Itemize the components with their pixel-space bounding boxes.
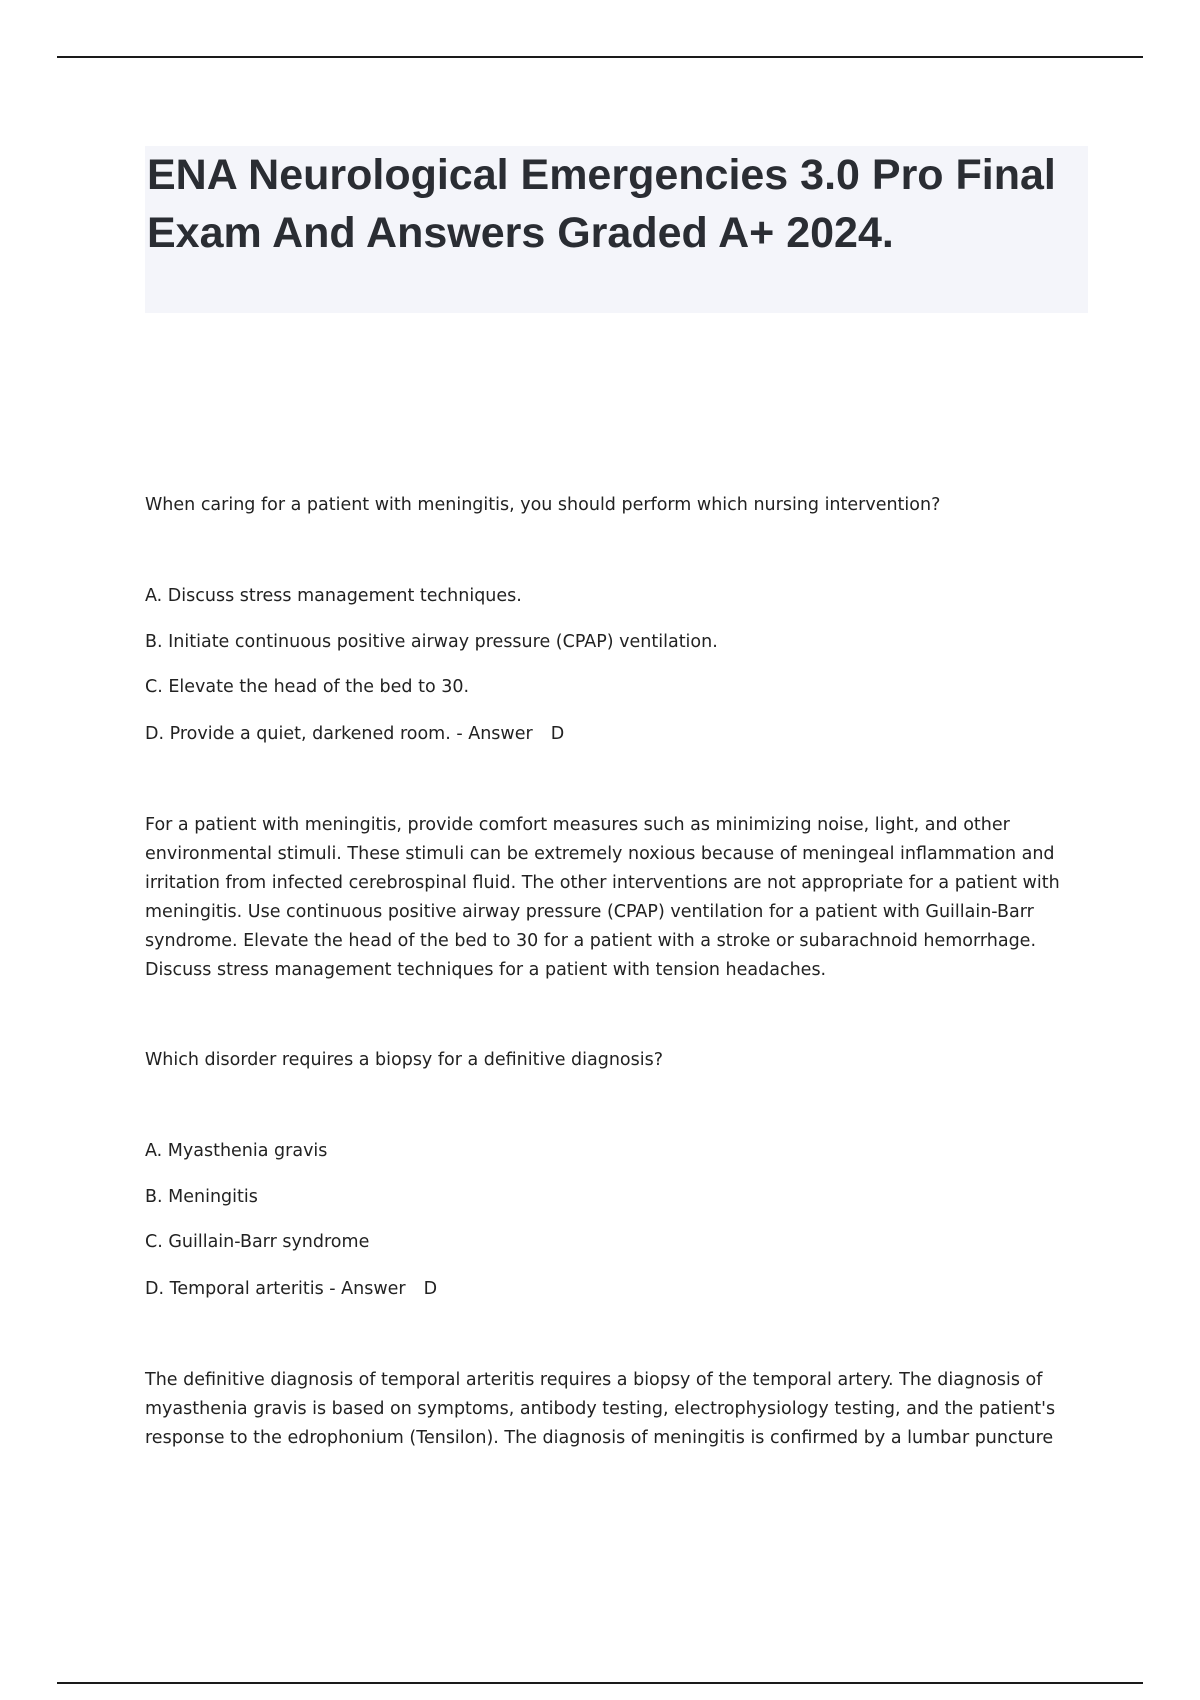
question-2-explanation: The definitive diagnosis of temporal arteritis requires a biopsy of the temporal artery. The diagnosis of myasthenia gravis is based on symptoms, antibody testing, electrophysiology testing, and the patient's response to the edrophonium (Tensilon). The diagnosis of meningitis is confirmed by a lumbar puncture bbox=[145, 1370, 1056, 1448]
question-1-option-d bbox=[145, 724, 564, 744]
question-2-option-d bbox=[145, 1279, 437, 1299]
question-1-prompt: When caring for a patient with meningitis, you should perform which nursing intervention? bbox=[145, 495, 941, 515]
page-title: ENA Neurological Emergencies 3.0 Pro Final Exam And Answers Graded A+ 2024. bbox=[147, 151, 1056, 257]
question-1-option-a: A. Discuss stress management techniques. bbox=[145, 586, 522, 606]
question-2-option-a: A. Myasthenia gravis bbox=[145, 1141, 328, 1161]
question-1-explanation: For a patient with meningitis, provide comfort measures such as minimizing noise, light, and other environmental stimuli. These stimuli can be extremely noxious because of meningeal inflammation and irritation from infected cerebrospinal fluid. The other interventions are not appropriate for a patient with meningitis. Use continuous positive airway pressure (CPAP) ventilation for a patient with Guillain-Barr syndrome. Elevate the head of the bed to 30 for a patient with a stroke or subarachnoid hemorrhage. Discuss stress management techniques for a patient with tension headaches. bbox=[145, 815, 1060, 980]
question-2-option-d-text: D. Temporal arteritis - Answer bbox=[145, 1279, 406, 1299]
question-2-prompt: Which disorder requires a biopsy for a definitive diagnosis? bbox=[145, 1050, 664, 1070]
question-2-answer: D bbox=[423, 1279, 438, 1299]
question-1-option-c: C. Elevate the head of the bed to 30. bbox=[145, 677, 470, 697]
question-2-option-c: C. Guillain-Barr syndrome bbox=[145, 1232, 370, 1252]
top-rule bbox=[57, 56, 1143, 58]
bottom-rule bbox=[57, 1682, 1143, 1684]
question-1-option-b: B. Initiate continuous positive airway pressure (CPAP) ventilation. bbox=[145, 632, 718, 652]
question-2-option-b: B. Meningitis bbox=[145, 1187, 258, 1207]
question-1-answer: D bbox=[550, 724, 565, 744]
question-1-option-d-text: D. Provide a quiet, darkened room. - Answer bbox=[145, 724, 533, 744]
